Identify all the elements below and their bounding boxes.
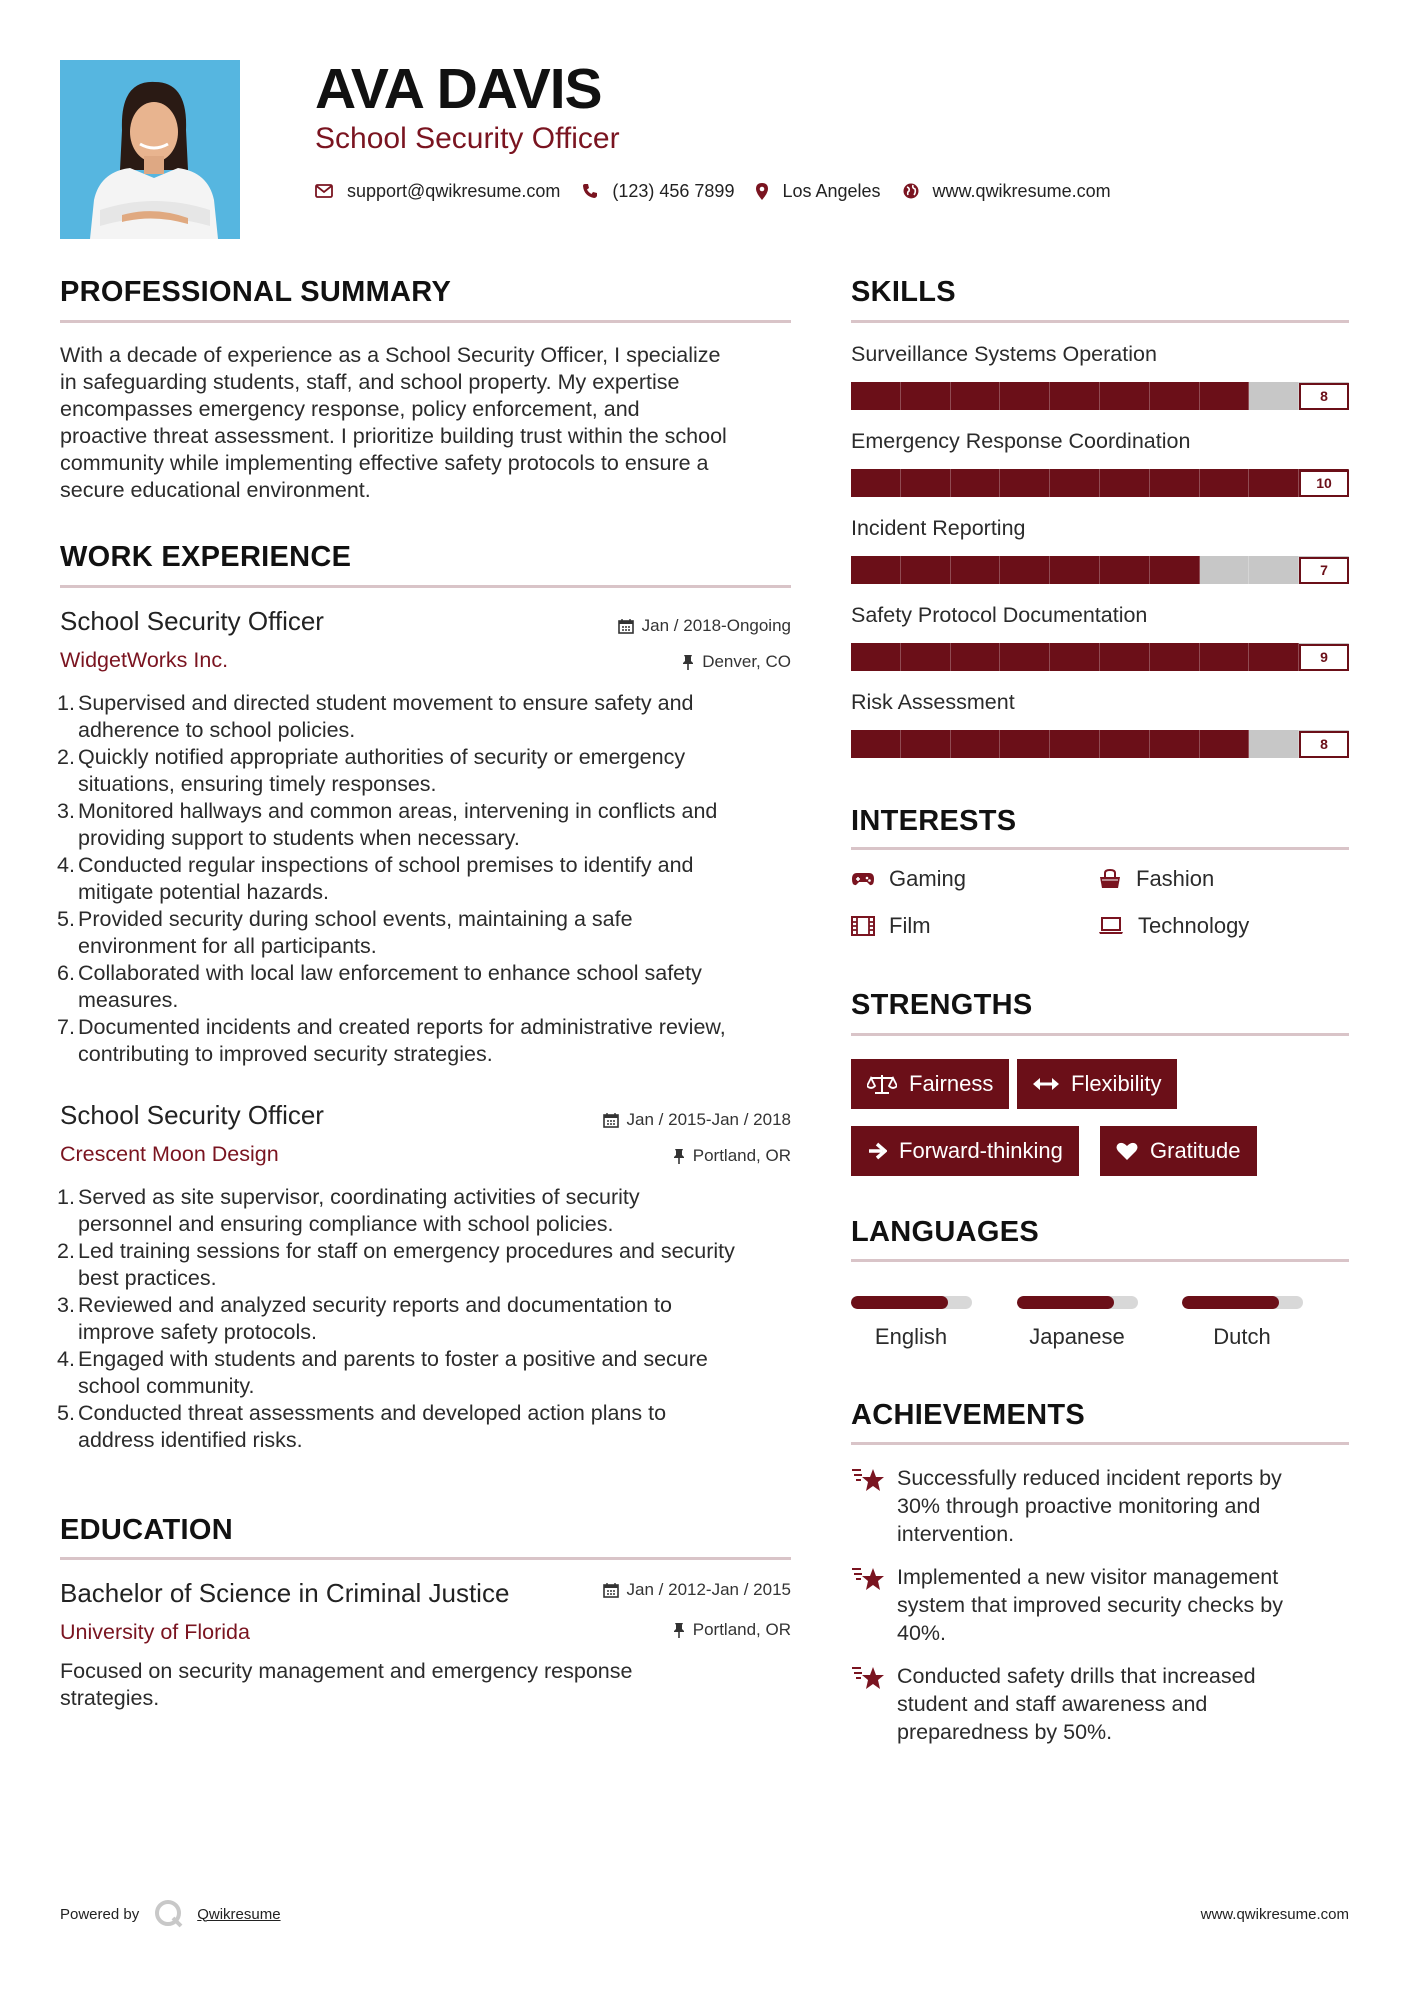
skill-bar-segment (1249, 730, 1299, 758)
achievement-line: system that improved security checks by (897, 1593, 1283, 1617)
skill-bar-segment (1249, 469, 1299, 497)
languages-divider (851, 1259, 1349, 1262)
summary-line: community while implementing effective safety protocols to ensure a (60, 451, 709, 475)
list-number: 6. (57, 961, 75, 985)
achievement-text (897, 1563, 1283, 1647)
summary-line: secure educational environment. (60, 478, 371, 502)
skill-bar-segment (951, 643, 1001, 671)
education-line: Focused on security management and emergency response (60, 1659, 633, 1683)
achievement-line: 40%. (897, 1621, 947, 1645)
map-marker-icon (756, 183, 768, 200)
skill-bar-segment (851, 382, 901, 410)
list-number: 1. (57, 691, 75, 715)
pushpin-icon (682, 654, 694, 670)
pushpin-icon (673, 1148, 685, 1164)
skill-bar (851, 469, 1349, 497)
skill-bar-segment (1100, 730, 1150, 758)
achievement-line: student and staff awareness and (897, 1692, 1208, 1716)
summary-line: proactive threat assessment. I prioritize building trust within the school (60, 424, 727, 448)
skill-bar-segment (1200, 643, 1250, 671)
list-line: Led training sessions for staff on emergency procedures and security (78, 1239, 735, 1263)
summary-line: With a decade of experience as a School Security Officer, I specialize (60, 343, 721, 367)
calendar-icon (603, 1112, 619, 1128)
skill-label: Risk Assessment (851, 690, 1015, 714)
language-level-bar (1182, 1296, 1303, 1309)
phone-icon (582, 183, 598, 199)
list-line: providing support to students when necessary. (78, 826, 520, 850)
achievement-line: preparedness by 50%. (897, 1720, 1113, 1744)
skill-bar-segment (1249, 643, 1299, 671)
skill-level-badge: 8 (1299, 731, 1349, 758)
powered-by-text: Powered by (60, 1905, 140, 1923)
job-role: School Security Officer (60, 606, 324, 636)
education-heading: EDUCATION (60, 1514, 233, 1546)
skill-bar-segment (951, 730, 1001, 758)
strengths-heading: STRENGTHS (851, 989, 1033, 1021)
shooting-star-icon (851, 1565, 885, 1593)
education-location-text: Portland, OR (692, 1620, 791, 1639)
skill-bar-segment (1249, 382, 1299, 410)
list-item (57, 1400, 800, 1454)
achievement-line: intervention. (897, 1522, 1015, 1546)
heart-icon (1116, 1141, 1138, 1161)
skill-label: Incident Reporting (851, 516, 1026, 540)
education-divider (60, 1557, 791, 1560)
list-number: 3. (57, 799, 75, 823)
skill-bar-segment (1100, 469, 1150, 497)
interests-heading: INTERESTS (851, 805, 1017, 837)
skill-bar-segment (1200, 556, 1250, 584)
job-dates-text: Jan / 2015-Jan / 2018 (626, 1110, 791, 1129)
list-number: 5. (57, 907, 75, 931)
skill-bar-segment (1000, 469, 1050, 497)
list-line: environment for all participants. (78, 934, 377, 958)
pushpin-icon (673, 1622, 685, 1638)
skill-bar-segment (851, 556, 901, 584)
footer-powered-by (60, 1898, 281, 1930)
job-dates (603, 1110, 791, 1130)
list-item (57, 1346, 800, 1400)
email-text: support@qwikresume.com (347, 180, 561, 201)
job-location-text: Denver, CO (702, 652, 791, 671)
list-line: contributing to improved security strategies. (78, 1042, 493, 1066)
list-line: Quickly notified appropriate authorities of security or emergency (78, 745, 686, 769)
job-company: WidgetWorks Inc. (60, 648, 229, 672)
skill-bar-segment (901, 643, 951, 671)
contact-phone[interactable] (582, 181, 734, 202)
strength-tag-fairness (851, 1059, 1009, 1109)
degree-title: Bachelor of Science in Criminal Justice (60, 1578, 510, 1608)
interest-item-fashion (1098, 866, 1214, 892)
skill-bar-segment (1150, 730, 1200, 758)
skill-bar-segment (1100, 643, 1150, 671)
summary-line: encompasses emergency response, policy enforcement, and (60, 397, 640, 421)
languages-heading: LANGUAGES (851, 1216, 1039, 1248)
achievement-text (897, 1464, 1282, 1548)
language-level-bar (851, 1296, 972, 1309)
list-item (57, 1014, 800, 1068)
list-line: Documented incidents and created reports for administrative review, (78, 1015, 726, 1039)
language-level-fill (1182, 1296, 1279, 1309)
skill-bar-segment (901, 730, 951, 758)
skill-level-badge: 8 (1299, 383, 1349, 410)
skill-label: Safety Protocol Documentation (851, 603, 1148, 627)
shopping-bag-icon (1098, 869, 1122, 889)
list-line: improve safety protocols. (78, 1320, 317, 1344)
summary-text (60, 342, 800, 504)
list-item (57, 1238, 800, 1292)
list-line: measures. (78, 988, 179, 1012)
list-item (57, 690, 800, 744)
language-level-bar (1017, 1296, 1138, 1309)
list-line: address identified risks. (78, 1428, 303, 1452)
summary-heading: PROFESSIONAL SUMMARY (60, 276, 452, 308)
qwikresume-logo-icon (153, 1898, 185, 1930)
education-location (673, 1620, 791, 1640)
skill-bar (851, 730, 1349, 758)
list-line: adherence to school policies. (78, 718, 356, 742)
skill-level-badge: 7 (1299, 557, 1349, 584)
strength-tag-gratitude (1100, 1126, 1257, 1176)
list-number: 2. (57, 745, 75, 769)
list-item (57, 744, 800, 798)
strength-label: Forward-thinking (899, 1138, 1063, 1163)
skill-bar-segment (1200, 469, 1250, 497)
list-number: 4. (57, 1347, 75, 1371)
skill-bar (851, 643, 1349, 671)
list-item (57, 906, 800, 960)
skill-bar-segment (1000, 730, 1050, 758)
list-line: Provided security during school events, maintaining a safe (78, 907, 633, 931)
skill-bar-segment (1200, 382, 1250, 410)
list-number: 3. (57, 1293, 75, 1317)
list-line: Engaged with students and parents to foster a positive and secure (78, 1347, 708, 1371)
skill-bar-segment (901, 469, 951, 497)
list-line: best practices. (78, 1266, 217, 1290)
skill-label: Emergency Response Coordination (851, 429, 1191, 453)
skill-bar-segment (1100, 556, 1150, 584)
job-company: Crescent Moon Design (60, 1142, 279, 1166)
skill-bar-segment (1150, 469, 1200, 497)
list-line: Collaborated with local law enforcement to enhance school safety (78, 961, 702, 985)
list-number: 2. (57, 1239, 75, 1263)
list-number: 1. (57, 1185, 75, 1209)
achievement-text (897, 1662, 1256, 1746)
skill-bar-segment (951, 556, 1001, 584)
shooting-star-icon (851, 1664, 885, 1692)
list-item (57, 1292, 800, 1346)
experience-divider (60, 585, 791, 588)
contact-email[interactable] (315, 181, 560, 202)
arrows-horizontal-icon (1033, 1077, 1059, 1091)
envelope-icon (315, 184, 333, 198)
interest-item-technology (1098, 913, 1249, 939)
job-location-text: Portland, OR (692, 1146, 791, 1165)
skill-bar-segment (901, 556, 951, 584)
list-item (57, 798, 800, 852)
gamepad-icon (851, 871, 875, 887)
calendar-icon (618, 618, 634, 634)
list-line: situations, ensuring timely responses. (78, 772, 437, 796)
strength-label: Fairness (909, 1071, 994, 1096)
list-number: 5. (57, 1401, 75, 1425)
skills-divider (851, 320, 1349, 323)
language-label: Dutch (1213, 1324, 1271, 1349)
education-line: strategies. (60, 1686, 160, 1710)
list-line: Monitored hallways and common areas, intervening in conflicts and (78, 799, 718, 823)
job-location (682, 652, 791, 672)
list-line: mitigate potential hazards. (78, 880, 329, 904)
skill-bar-segment (851, 643, 901, 671)
skill-bar-segment (1150, 382, 1200, 410)
skill-bar-segment (951, 469, 1001, 497)
summary-line: in safeguarding students, staff, and school property. My expertise (60, 370, 680, 394)
balance-scale-icon (867, 1073, 897, 1095)
skill-bar-segment (1249, 556, 1299, 584)
shooting-star-icon (851, 1466, 885, 1494)
skill-bar-segment (1050, 469, 1100, 497)
skill-bar-segment (1150, 556, 1200, 584)
list-item (57, 852, 800, 906)
job-location (673, 1146, 791, 1166)
language-level-fill (1017, 1296, 1114, 1309)
skill-bar-segment (1050, 382, 1100, 410)
skill-bar-segment (1150, 643, 1200, 671)
qwikresume-link[interactable]: Qwikresume (197, 1905, 281, 1923)
achievement-item (851, 1464, 1349, 1548)
list-line: Reviewed and analyzed security reports and documentation to (78, 1293, 672, 1317)
skill-bar-segment (1050, 643, 1100, 671)
location-text: Los Angeles (782, 180, 881, 201)
job-dates-text: Jan / 2018-Ongoing (641, 616, 791, 635)
list-line: personnel and ensuring compliance with school policies. (78, 1212, 614, 1236)
candidate-title: School Security Officer (315, 122, 620, 155)
calendar-icon (603, 1582, 619, 1598)
list-number: 7. (57, 1015, 75, 1039)
list-line: Served as site supervisor, coordinating activities of security (78, 1185, 640, 1209)
list-item (57, 960, 800, 1014)
interest-label: Fashion (1136, 866, 1215, 891)
strength-tag-flexibility (1017, 1059, 1177, 1109)
skill-bar-segment (1000, 643, 1050, 671)
skill-bar-segment (1000, 556, 1050, 584)
footer-website[interactable]: www.qwikresume.com (1200, 1906, 1349, 1923)
strength-tag-forward-thinking (851, 1126, 1079, 1176)
laptop-icon (1098, 917, 1124, 935)
interest-item-film (851, 913, 931, 939)
language-label: English (874, 1324, 948, 1349)
strengths-divider (851, 1033, 1349, 1036)
education-dates-text: Jan / 2012-Jan / 2015 (626, 1580, 791, 1599)
contact-website[interactable] (903, 181, 1111, 202)
job-role: School Security Officer (60, 1100, 324, 1130)
skill-bar-segment (1000, 382, 1050, 410)
job-dates (618, 616, 791, 636)
skill-bar (851, 382, 1349, 410)
skill-bar-segment (901, 382, 951, 410)
experience-heading: WORK EXPERIENCE (60, 541, 352, 573)
globe-icon (903, 183, 919, 199)
list-line: Conducted regular inspections of school premises to identify and (78, 853, 694, 877)
list-number: 4. (57, 853, 75, 877)
arrow-right-icon (867, 1142, 887, 1160)
list-line: Supervised and directed student movement to ensure safety and (78, 691, 694, 715)
achievements-heading: ACHIEVEMENTS (851, 1399, 1086, 1431)
skill-bar-segment (851, 730, 901, 758)
interest-label: Film (889, 913, 931, 938)
achievement-item (851, 1662, 1349, 1746)
language-level-fill (851, 1296, 948, 1309)
education-dates (603, 1580, 791, 1600)
achievement-line: Conducted safety drills that increased (897, 1664, 1256, 1688)
skill-bar-segment (1050, 556, 1100, 584)
phone-text: (123) 456 7899 (612, 180, 735, 201)
interests-divider (851, 847, 1349, 850)
skill-label: Surveillance Systems Operation (851, 342, 1157, 366)
skill-bar-segment (1100, 382, 1150, 410)
film-icon (851, 916, 875, 936)
interest-label: Gaming (889, 866, 967, 891)
achievement-item (851, 1563, 1349, 1647)
language-label: Japanese (1029, 1324, 1125, 1349)
profile-photo (60, 60, 240, 239)
skill-bar (851, 556, 1349, 584)
list-item (57, 1184, 800, 1238)
school-name: University of Florida (60, 1620, 250, 1644)
contact-info (315, 176, 1133, 206)
strength-label: Gratitude (1150, 1138, 1241, 1163)
achievement-line: 30% through proactive monitoring and (897, 1494, 1261, 1518)
candidate-name: AVA DAVIS (315, 57, 602, 121)
strength-label: Flexibility (1071, 1071, 1162, 1096)
skill-level-badge: 10 (1299, 470, 1349, 497)
skills-heading: SKILLS (851, 276, 956, 308)
interest-item-gaming (851, 866, 966, 892)
interest-label: Technology (1138, 913, 1250, 938)
skill-bar-segment (851, 469, 901, 497)
job-duties (57, 1184, 800, 1454)
achievements-divider (851, 1442, 1349, 1445)
summary-divider (60, 320, 791, 323)
job-duties (57, 690, 800, 1068)
skill-level-badge: 9 (1299, 644, 1349, 671)
website-text: www.qwikresume.com (932, 180, 1111, 201)
education-description (60, 1658, 800, 1712)
achievement-line: Successfully reduced incident reports by (897, 1466, 1282, 1490)
list-line: Conducted threat assessments and developed action plans to (78, 1401, 667, 1425)
skill-bar-segment (1050, 730, 1100, 758)
list-line: school community. (78, 1374, 255, 1398)
skill-bar-segment (951, 382, 1001, 410)
achievement-line: Implemented a new visitor management (897, 1565, 1279, 1589)
contact-location (756, 181, 880, 202)
skill-bar-segment (1200, 730, 1250, 758)
